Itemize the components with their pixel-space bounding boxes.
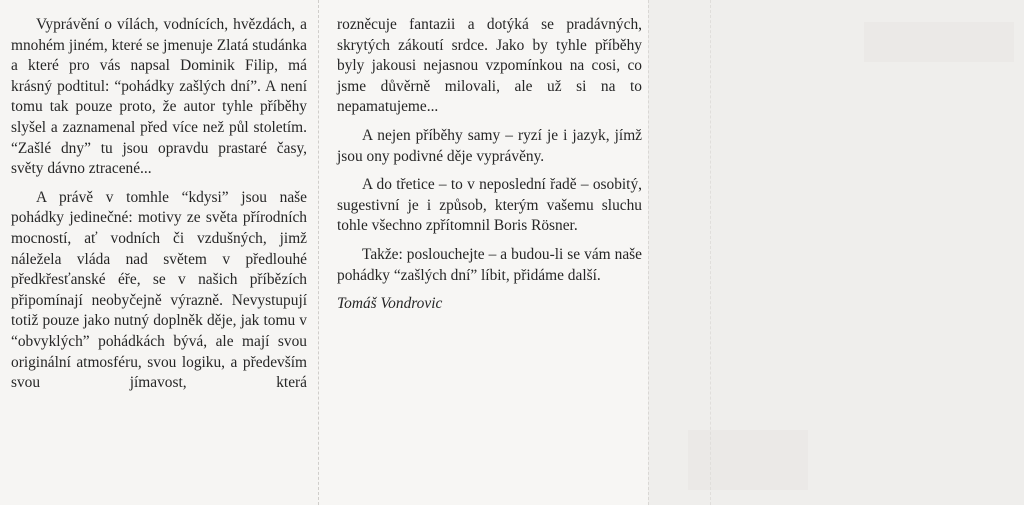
paragraph: rozněcuje fantazii a dotýká se pradávných, skrytých zákoutí srdce. Jako by tyhle příběhy byly jakousi nejasnou vzpomínkou na cosi, co jsme důvěrně milovali, ale už si na to nepamatujeme... (337, 16, 642, 116)
left-text-column (11, 15, 307, 402)
paragraph: A nejen příběhy samy – ryzí je i jazyk, jímž jsou ony podivné děje vyprávěny. (337, 126, 642, 165)
paragraph: Takže: poslouchejte – a budou-li se vám naše pohádky “zašlých dní” líbit, přidáme další. (337, 245, 642, 284)
middle-text-column (337, 15, 642, 323)
author-signature: Tomáš Vondrovic (337, 295, 443, 313)
paragraph: Vyprávění o vílách, vodnících, hvězdách, a mnohém jiném, které se jmenuje Zlatá studánka a které pro vás napsal Dominik Filip, má krásný podtitul: “pohádky zašlých dní”. A není tomu tak pouze proto, že autor tyhle příběhy slyšel a zaznamenal před více než půl stoletím. “Zašlé dny” tu jsou opravdu prastaré časy, světy dávno ztracené... (11, 16, 307, 178)
right-panel (648, 0, 1024, 505)
fold-line (648, 0, 650, 505)
fold-line (710, 0, 712, 505)
fold-line (318, 0, 320, 505)
paragraph: A právě v tomhle “kdysi” jsou naše pohádky jedinečné: motivy ze světa přírodních mocností, ať vodních či vzdušných, jimž náležela vláda nad světem v předlouhé předkřesťanské éře, se v našich příbězích připomínají neobyčejně výrazně. Nevystupují totiž pouze jako nutný doplněk děje, jak tomu v “obvyklých” pohádkách bývá, ale mají svou originální atmosféru, svou logiku, a především svou jímavost, která (11, 188, 307, 392)
paragraph: A do třetice – to v neposlední řadě – osobitý, sugestivní je i způsob, kterým vašemu sluchu tohle všechno zpřítomnil Boris Rösner. (337, 176, 642, 235)
show-through-shadow (688, 430, 808, 490)
show-through-shadow (864, 22, 1014, 62)
